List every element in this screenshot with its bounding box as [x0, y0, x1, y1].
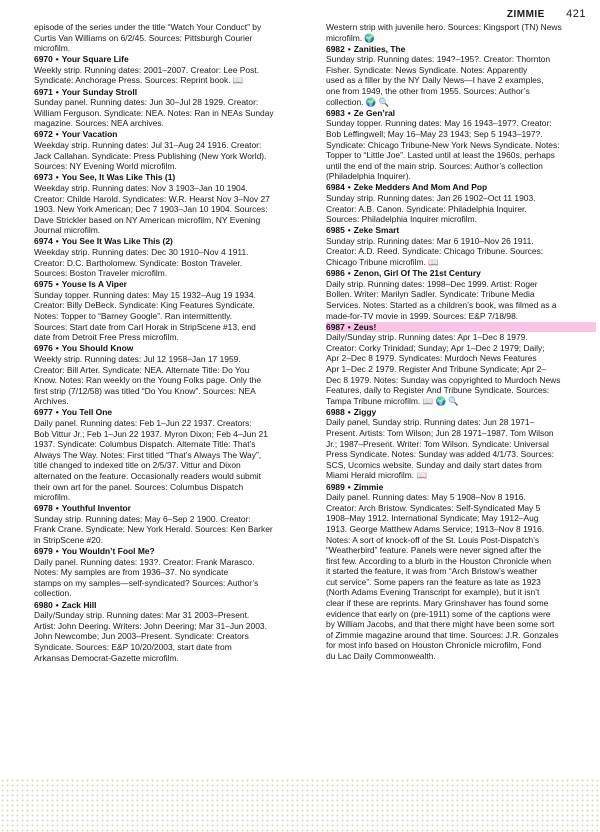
entry-title	[326, 108, 596, 119]
entry-title	[34, 343, 302, 354]
entry-line: Creator: A.D. Reed. Syndicate: Chicago Tribune. Sources:	[326, 246, 544, 257]
entry-line: their own art for the panel. Sources: Columbus Dispatch	[34, 481, 244, 492]
entry-line: Jr.; 1987–Present. Writer: Tom Wilson. Syndicate: Universal	[326, 438, 549, 449]
entry-line: Apr 1–Dec 2 1979. Register And Tribune Syndicate; Apr 2–	[326, 364, 546, 374]
entry-title-text: Zanities, The	[353, 43, 406, 54]
entry-line: Always The Way. Notes: First titled “That’s Always The Way”,	[34, 449, 262, 460]
entry-title-text: Your Sunday Stroll	[61, 86, 138, 97]
entry-line: Sunday topper. Running dates: May 15 1932–Aug 19 1934.	[34, 289, 256, 300]
entry-number: 6970	[34, 54, 53, 65]
page-number: 421	[566, 8, 586, 20]
directory-entry	[34, 343, 302, 407]
entry-line: 1908–May 1912. International Syndicate; May 1912–Aug	[326, 513, 539, 524]
entry-line: (Philadelphia Inquirer).	[326, 171, 411, 182]
bullet-separator: •	[55, 86, 59, 97]
entry-title-text: You See, It Was Like This (1)	[61, 172, 176, 183]
entry-number: 6983	[326, 107, 345, 118]
entry-number: 6971	[34, 86, 53, 97]
entry-line: Western strip with juvenile hero. Sources: Kingsport (TN) News	[326, 22, 562, 32]
entry-line: SCS, Ucomics website. Sunday and daily start dates from	[326, 459, 542, 470]
entry-title-text: Your Square Life	[61, 54, 129, 65]
entry-title-text: Zack Hill	[61, 599, 97, 610]
entry-title	[326, 322, 596, 333]
entry-title	[34, 54, 302, 65]
entry-line: Dave Strickler based on NY American microfilm, NY Evening	[34, 214, 261, 225]
entry-line: collection. 🌍 🔍	[326, 96, 390, 107]
entry-title	[326, 44, 596, 55]
entry-line: Daily panel. Running dates: 193?. Creator: Frank Marasco.	[34, 556, 255, 567]
entry-title	[326, 407, 596, 418]
entry-title	[34, 407, 302, 418]
entry-line: Sources: NY Evening World microfilm.	[34, 161, 177, 172]
entry-title	[326, 268, 596, 279]
directory-entry	[326, 407, 596, 481]
entry-line: until the end of the main strip. Sources: Author’s collection	[326, 160, 543, 171]
directory-entry	[34, 600, 302, 664]
entry-line: microfilm.	[34, 492, 71, 503]
entry-line: Bob Leffingwell; May 16–May 23 1943; Sep 5 1943–197?.	[326, 128, 543, 139]
entry-line: by William Jacobs, and that there might have been some sort	[326, 619, 555, 630]
entry-line: of Zimmie magazine around that time. Sources: J.R. Gonzales	[326, 629, 559, 640]
entry-line: first few. According to a blurb in the Houston Chronicle when	[326, 555, 552, 566]
entry-line: Creator: Billy DeBeck. Syndicate: King Features Syndicate.	[34, 300, 255, 311]
entry-title-text: Your Vacation	[61, 129, 118, 140]
entry-line: Arkansas Democrat-Gazette microfilm.	[34, 652, 179, 663]
entry-line: Sources: Boston Traveler microfilm.	[34, 268, 168, 279]
entry-title-text: Zenon, Girl Of The 21st Century	[353, 268, 481, 279]
entry-number: 6985	[326, 225, 345, 236]
entry-line: Know. Notes: Ran weekly on the Young Folks page. Only the	[34, 375, 262, 386]
bullet-separator: •	[347, 406, 351, 417]
directory-entry	[34, 129, 302, 171]
bullet-separator: •	[347, 321, 351, 332]
entry-line: Weekly strip. Running dates: 2001–2007. Creator: Lee Post.	[34, 64, 259, 75]
entry-line: Creator: Arch Bristow. Syndicates: Self-Syndicated May 5	[326, 502, 541, 513]
directory-entry	[326, 482, 596, 662]
entry-line: Notes: A sort of knock-off of the St. Louis Post-Dispatch’s	[326, 534, 540, 545]
directory-entry	[326, 268, 596, 321]
entry-line: date from Detroit Free Press microfilm.	[34, 332, 179, 343]
directory-entry	[34, 407, 302, 502]
entry-title-text: You Should Know	[61, 343, 134, 354]
bullet-separator: •	[347, 107, 351, 118]
entry-line: Present. Artists: Tom Wilson; Jun 28 1971–1987. Tom Wilson	[326, 428, 554, 439]
entry-line: Sunday strip. Running dates: 194?–195?. Creator: Thornton	[326, 54, 551, 65]
entry-number: 6972	[34, 129, 53, 140]
entry-number: 6989	[326, 481, 345, 492]
entry-line: made-for-TV movie in 1999. Sources: E&P 7/18/98.	[326, 310, 519, 321]
running-head: ZIMMIE	[506, 9, 545, 20]
entry-line: Sunday panel. Running dates: Jun 30–Jul 28 1929. Creator:	[34, 97, 259, 108]
entry-line: John Newcombe; Jun 2003–Present. Syndicate: Creators	[34, 631, 249, 642]
entry-title-text: Ziggy	[353, 406, 377, 417]
entry-title	[34, 87, 302, 98]
entry-number: 6982	[326, 43, 345, 54]
entry-line: Weekday strip. Running dates: Jul 31–Aug 24 1916. Creator:	[34, 140, 262, 151]
entry-number: 6987	[326, 321, 345, 332]
directory-entry	[34, 22, 302, 54]
entry-line: Services. Notes: Started as a children’s book, was filmed as a	[326, 299, 557, 310]
directory-entry	[34, 54, 302, 86]
bullet-separator: •	[55, 54, 59, 65]
entry-number: 6974	[34, 236, 53, 247]
bullet-separator: •	[347, 268, 351, 279]
entry-title	[34, 236, 302, 247]
entry-line: Daily strip. Running dates: 1998–Dec 1999. Artist: Roger	[326, 278, 538, 289]
entry-line: Miami Herald microfilm. 📖	[326, 470, 427, 481]
directory-entry	[326, 44, 596, 108]
entry-title-text: Youthful Inventor	[61, 503, 131, 514]
entry-line: William Ferguson. Syndicate: NEA. Notes: Ran in NEAs Sunday	[34, 107, 274, 118]
bullet-separator: •	[55, 236, 59, 247]
entry-line: Notes: Topper to “Barney Google”. Ran intermittently.	[34, 311, 233, 322]
entry-number: 6975	[34, 279, 53, 290]
entry-line: Bollen. Writer: Marilyn Sadler. Syndicate: Tribune Media	[326, 289, 535, 300]
entry-number: 6986	[326, 268, 345, 279]
entry-line: Topper to “Little Joe”. Lasted until at least the 1960s, perhaps	[326, 150, 555, 161]
entry-number: 6973	[34, 172, 53, 183]
entry-line: “Weatherbird” feature. Panels were never signed after the	[326, 545, 542, 556]
entry-line: Syndicate: Anchorage Press. Sources: Reprint book. 📖	[34, 75, 244, 86]
entry-title	[34, 129, 302, 140]
entry-line: Sources: Start date from Carl Horak in StripScene #13, end	[34, 321, 256, 332]
entry-line: microfilm. 🌍	[326, 32, 375, 43]
entry-line: Syndicate. Sources: E&P 10/20/2003, start date from	[34, 641, 232, 652]
entry-line: one from 1949, the other from 1955. Sources: Author’s	[326, 86, 530, 97]
directory-entry	[326, 182, 596, 224]
entry-line: Frank Crane. Syndicate: New York Herald. Sources: Ken Barker	[34, 524, 273, 535]
entry-line: Creator: A.B. Canon. Syndicate: Philadelphia Inquirer.	[326, 203, 527, 214]
entry-title	[326, 182, 596, 193]
entry-line: evidence that early on (pre-1911) some of the captions were	[326, 608, 551, 619]
directory-entry	[326, 322, 596, 407]
entry-line: Weekday strip. Running dates: Nov 3 1903–Jan 10 1904.	[34, 182, 248, 193]
directory-entry	[34, 279, 302, 343]
entry-line: 1913. George Matthew Adams Service; 1913–Nov 8 1916.	[326, 523, 545, 534]
entry-title-text: Zimmie	[353, 481, 384, 492]
entry-line: Tampa Tribune microfilm. 📖 🌍 🔍	[326, 395, 459, 406]
entry-line: Daily panel, Sunday strip. Running dates: Jun 28 1971–	[326, 417, 535, 428]
entry-line: Curtis Van Williams on 6/2/45. Sources: Pittsburgh Courier	[34, 32, 253, 43]
bullet-separator: •	[55, 343, 59, 354]
entry-title-text: You See It Was Like This (2)	[61, 236, 173, 247]
entry-number: 6976	[34, 343, 53, 354]
entry-line: du Lac Daily Commonwealth.	[326, 651, 436, 662]
entry-title-text: You Wouldn’t Fool Me?	[61, 546, 155, 557]
directory-entry	[34, 87, 302, 129]
entry-line: collection.	[34, 588, 72, 599]
entry-line: alternated on the feature. Occasionally readers would submit	[34, 470, 262, 481]
entry-line: Sources: Philadelphia Inquirer microfilm.	[326, 214, 478, 225]
directory-entry	[34, 546, 302, 599]
entry-line: Apr 2–Dec 8 1979. Syndicates: Murdoch News Features	[326, 353, 537, 364]
entry-title-text: Zeus!	[353, 321, 377, 332]
entry-line: Creator: Corky Trinidad; Sunday; Apr 1–Dec 2 1979; Daily;	[326, 342, 545, 353]
bullet-separator: •	[347, 225, 351, 236]
bullet-separator: •	[55, 129, 59, 140]
entry-line: title changed to indexed title on 2/5/37. Vittur and Dixon	[34, 460, 241, 471]
entry-line: Notes: My samples are from 1936–37. No syndicate	[34, 567, 229, 578]
entry-line: Sunday strip. Running dates: May 6–Sep 2 1900. Creator:	[34, 513, 251, 524]
entry-number: 6977	[34, 407, 53, 418]
directory-entry	[34, 503, 302, 545]
entry-number: 6978	[34, 503, 53, 514]
entry-title-text: Zeke Smart	[353, 225, 400, 236]
entry-title	[34, 503, 302, 514]
entry-line: it started the feature, it was from “Arch Bristow’s weather	[326, 566, 538, 577]
directory-entry	[326, 22, 596, 43]
entry-title	[326, 225, 596, 236]
directory-entry	[326, 225, 596, 267]
entry-line: Daily/Sunday strip. Running dates: Apr 1–Dec 8 1979.	[326, 332, 528, 343]
entry-line: Creator: Childe Harold. Syndicates: W.R. Hearst Nov 3–Nov 27	[34, 193, 270, 204]
entry-line: Archives.	[34, 396, 69, 407]
entry-line: Press Syndicate. Notes: Sunday was added 4/1/73. Sources:	[326, 449, 554, 460]
entry-line: Syndicate: Chicago Tribune-New York News Syndicate. Notes:	[326, 139, 560, 150]
entry-line: Chicago Tribune microfilm. 📖	[326, 257, 439, 268]
bullet-separator: •	[55, 503, 59, 514]
entry-line: Fisher. Syndicate: News Syndicate. Notes: Apparently	[326, 64, 528, 75]
entry-title	[34, 172, 302, 183]
entry-number: 6979	[34, 546, 53, 557]
entry-line: Daily panel. Running dates: Feb 1–Jun 22 1937. Creators:	[34, 417, 252, 428]
bullet-separator: •	[347, 481, 351, 492]
entry-line: first strip (7/12/58) was titled “Do You Know”. Sources: NEA	[34, 385, 256, 396]
entry-line: used as a filler by the NY Daily News—I have 2 examples,	[326, 75, 544, 86]
bullet-separator: •	[55, 172, 59, 183]
entry-line: cut service”. Some papers ran the feature as late as 1923	[326, 576, 541, 587]
entry-line: clear if these are reprints. Mary Grinshaver has found some	[326, 598, 549, 609]
bullet-separator: •	[55, 599, 59, 610]
entry-line: for most info based on Houston Chronicle microfilm, Fond	[326, 640, 542, 651]
entry-line: stamps on my samples—self-syndicated? Sources: Author’s	[34, 577, 259, 588]
entry-line: Daily/Sunday strip. Running dates: Mar 31 2003–Present.	[34, 610, 250, 621]
left-column	[34, 22, 302, 663]
entry-title	[34, 279, 302, 290]
directory-entry	[326, 108, 596, 182]
entry-line: episode of the series under the title “Watch Your Conduct” by	[34, 22, 262, 32]
entry-line: 1903. New York American; Dec 7 1903–Jan 10 1904. Sources:	[34, 204, 268, 215]
entry-line: Jack Callahan. Syndicate: Press Publishing (New York World).	[34, 150, 267, 161]
directory-entry	[34, 172, 302, 236]
entry-line: Creator: Bill Arter. Syndicate: NEA. Alternate Title: Do You	[34, 364, 250, 375]
entry-line: Features, daily to Register And Tribune Syndicate. Sources:	[326, 385, 550, 396]
directory-entry	[34, 236, 302, 278]
entry-number: 6980	[34, 599, 53, 610]
entry-title-text: Youse Is A Viper	[61, 279, 127, 290]
entry-title	[34, 546, 302, 557]
dot-pattern-overlay	[0, 778, 600, 832]
entry-line: Sunday topper. Running dates: May 16 1943–197?. Creator:	[326, 118, 552, 129]
bullet-separator: •	[347, 182, 351, 193]
entry-line: Weekly strip. Running dates: Jul 12 1958–Jan 17 1959.	[34, 353, 241, 364]
entry-title-text: You Tell One	[61, 407, 113, 418]
entry-line: Dec 8 1979. Notes: Sunday was copyrighted to Murdoch News	[326, 374, 561, 385]
entry-line: Sunday strip. Running dates: Mar 6 1910–Nov 26 1911.	[326, 235, 534, 246]
entry-title-text: Ze Gen’ral	[353, 107, 396, 118]
entry-line: magazine. Sources: NEA archives.	[34, 118, 164, 129]
right-column	[326, 22, 596, 662]
entry-number: 6984	[326, 182, 345, 193]
entry-line: 1937. Syndicate: Columbus Dispatch. Alternate Title: That’s	[34, 439, 256, 450]
entry-line: in StripScene #20.	[34, 535, 103, 545]
entry-title	[326, 482, 596, 493]
entry-line: Bob Vittur Jr.; Feb 1–Jun 22 1937. Myron Dixon; Feb 4–Jun 21	[34, 428, 268, 439]
entry-line: microfilm.	[34, 43, 71, 54]
bullet-separator: •	[55, 546, 59, 557]
bullet-separator: •	[55, 407, 59, 418]
bullet-separator: •	[55, 279, 59, 290]
entry-line: Weekday strip. Running dates: Dec 30 1910–Nov 4 1911.	[34, 246, 249, 257]
entry-line: Daily panel. Running dates: May 5 1908–Nov 8 1916.	[326, 492, 526, 503]
entry-line: (North Adams Evening Transcript for example), but it isn’t	[326, 587, 540, 598]
entry-number: 6988	[326, 406, 345, 417]
entry-title-text: Zeke Medders And Mom And Pop	[353, 182, 488, 193]
entry-line: Creator: D.C. Bartholomew. Syndicate: Boston Traveler.	[34, 257, 243, 268]
entry-line: Sunday strip. Running dates: Jan 26 1902–Oct 11 1903.	[326, 193, 536, 203]
bullet-separator: •	[347, 43, 351, 54]
entry-title	[34, 600, 302, 611]
entry-line: Journal microfilm.	[34, 225, 101, 236]
entry-line: Artist: John Deering. Writers: John Deering; Mar 31–Jun 2003.	[34, 620, 267, 631]
